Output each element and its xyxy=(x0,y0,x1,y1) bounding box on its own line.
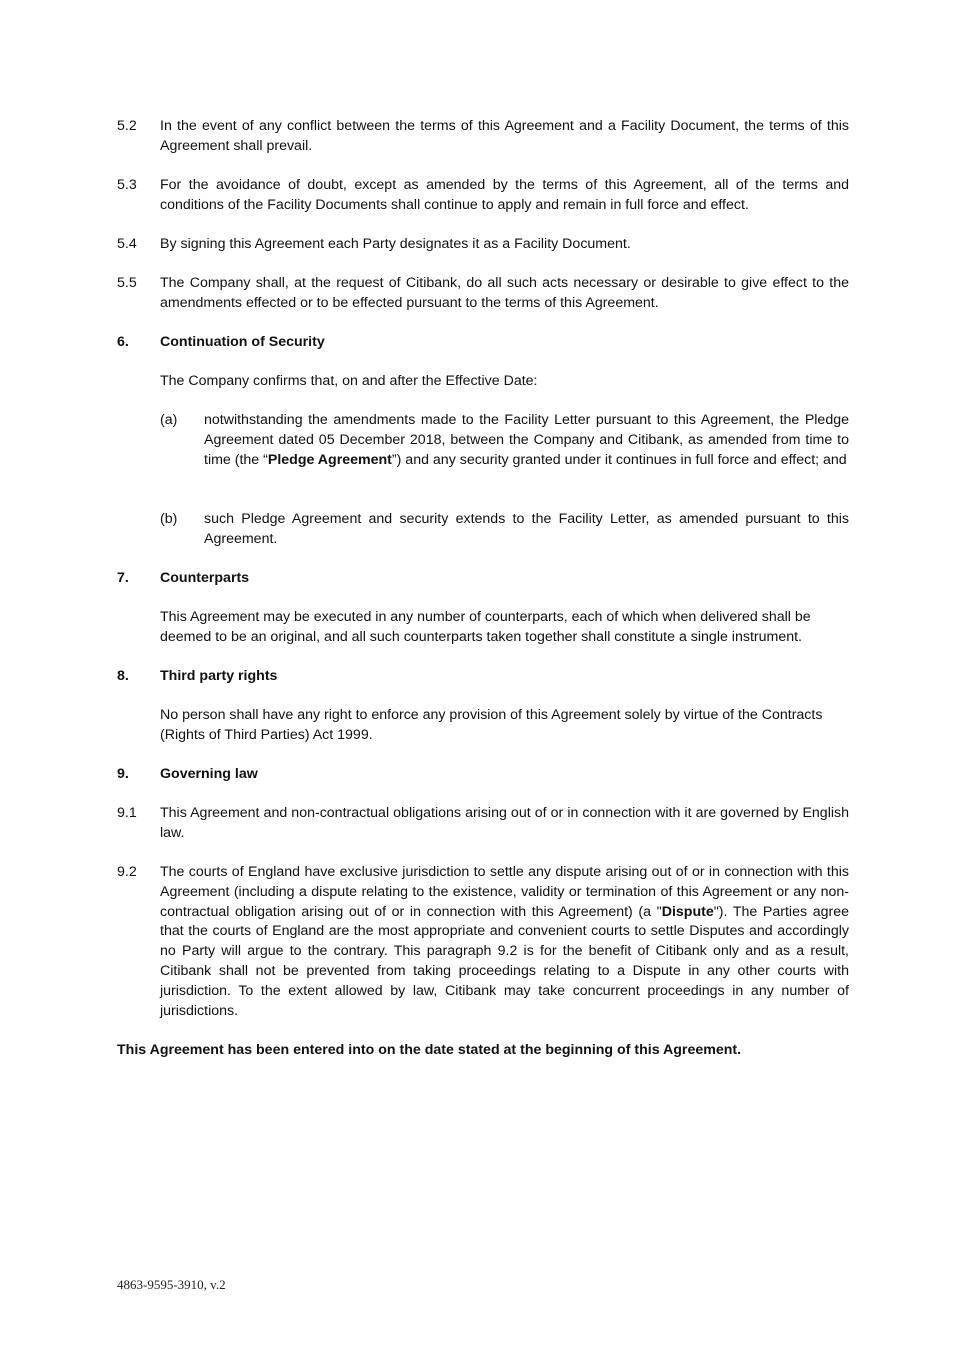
clause-text: The courts of England have exclusive jurisdiction to settle any dispute arising out of or in connection with this Agreement (including a dispute relating to the existence, validity or termination of this Agreement or any non-contractual obligation arising out of or in connection with this Agreement) (a "Dispute"). The Parties agree that the courts of England are the most appropriate and convenient courts to settle Disputes and accordingly no Party will argue to the contrary. This paragraph 9.2 is for the benefit of Citibank only and as a result, Citibank shall not be prevented from taking proceedings relating to a Dispute in any other courts with jurisdiction. To the extent allowed by law, Citibank may take concurrent proceedings in any number of jurisdictions. xyxy=(160,864,849,1019)
section-title: Governing law xyxy=(160,766,258,782)
clause-text: In the event of any conflict between the terms of this Agreement and a Facility Document, the terms of this Agreement shall prevail. xyxy=(160,118,849,154)
clause-number: 5.2 xyxy=(117,118,137,134)
paragraph-text: This Agreement may be executed in any number of counterparts, each of which when delivered shall be deemed to be an original, and all such counterparts taken together shall constitute a single instrument. xyxy=(160,609,811,645)
section-number: 9. xyxy=(117,766,129,782)
clause-number: 9.1 xyxy=(117,805,137,821)
clause-number: 9.2 xyxy=(117,864,137,880)
section-number: 7. xyxy=(117,570,129,586)
clause-number: 5.3 xyxy=(117,177,137,193)
section-number: 6. xyxy=(117,334,129,350)
document-reference-footer: 4863-9595-3910, v.2 xyxy=(117,1277,226,1292)
clause-text: By signing this Agreement each Party designates it as a Facility Document. xyxy=(160,236,631,252)
paragraph-text: The Company confirms that, on and after the Effective Date: xyxy=(160,373,538,389)
defined-term: Dispute xyxy=(661,903,714,920)
clause-number: 5.5 xyxy=(117,275,137,291)
section-title: Continuation of Security xyxy=(160,334,325,350)
clause-text: This Agreement and non-contractual obligations arising out of or in connection with it are governed by English law. xyxy=(160,805,849,841)
paragraph-text: No person shall have any right to enforce any provision of this Agreement solely by virtue of the Contracts (Rights of Third Parties) Act 1999. xyxy=(160,707,823,743)
item-text: such Pledge Agreement and security extends to the Facility Letter, as amended pursuant to this Agreement. xyxy=(204,511,849,547)
closing-statement: This Agreement has been entered into on the date stated at the beginning of this Agreement. xyxy=(117,1042,742,1058)
item-label: (b) xyxy=(160,511,178,527)
clause-text: The Company shall, at the request of Citibank, do all such acts necessary or desirable to give effect to the amendments effected or to be effected pursuant to the terms of this Agreement. xyxy=(160,275,849,311)
section-number: 8. xyxy=(117,668,129,684)
defined-term: Pledge Agreement xyxy=(267,451,392,468)
clause-text: For the avoidance of doubt, except as amended by the terms of this Agreement, all of the terms and conditions of the Facility Documents shall continue to apply and remain in full force and effect. xyxy=(160,177,849,213)
clause-number: 5.4 xyxy=(117,236,137,252)
item-label: (a) xyxy=(160,412,178,428)
item-text: notwithstanding the amendments made to the Facility Letter pursuant to this Agreement, the Pledge Agreement dated 05 December 2018, between the Company and Citibank, as amended from time to time (the “Pledge Agreement”) and any security granted under it continues in full force and effect; and xyxy=(204,412,849,468)
section-title: Third party rights xyxy=(160,668,278,684)
section-title: Counterparts xyxy=(160,570,250,586)
